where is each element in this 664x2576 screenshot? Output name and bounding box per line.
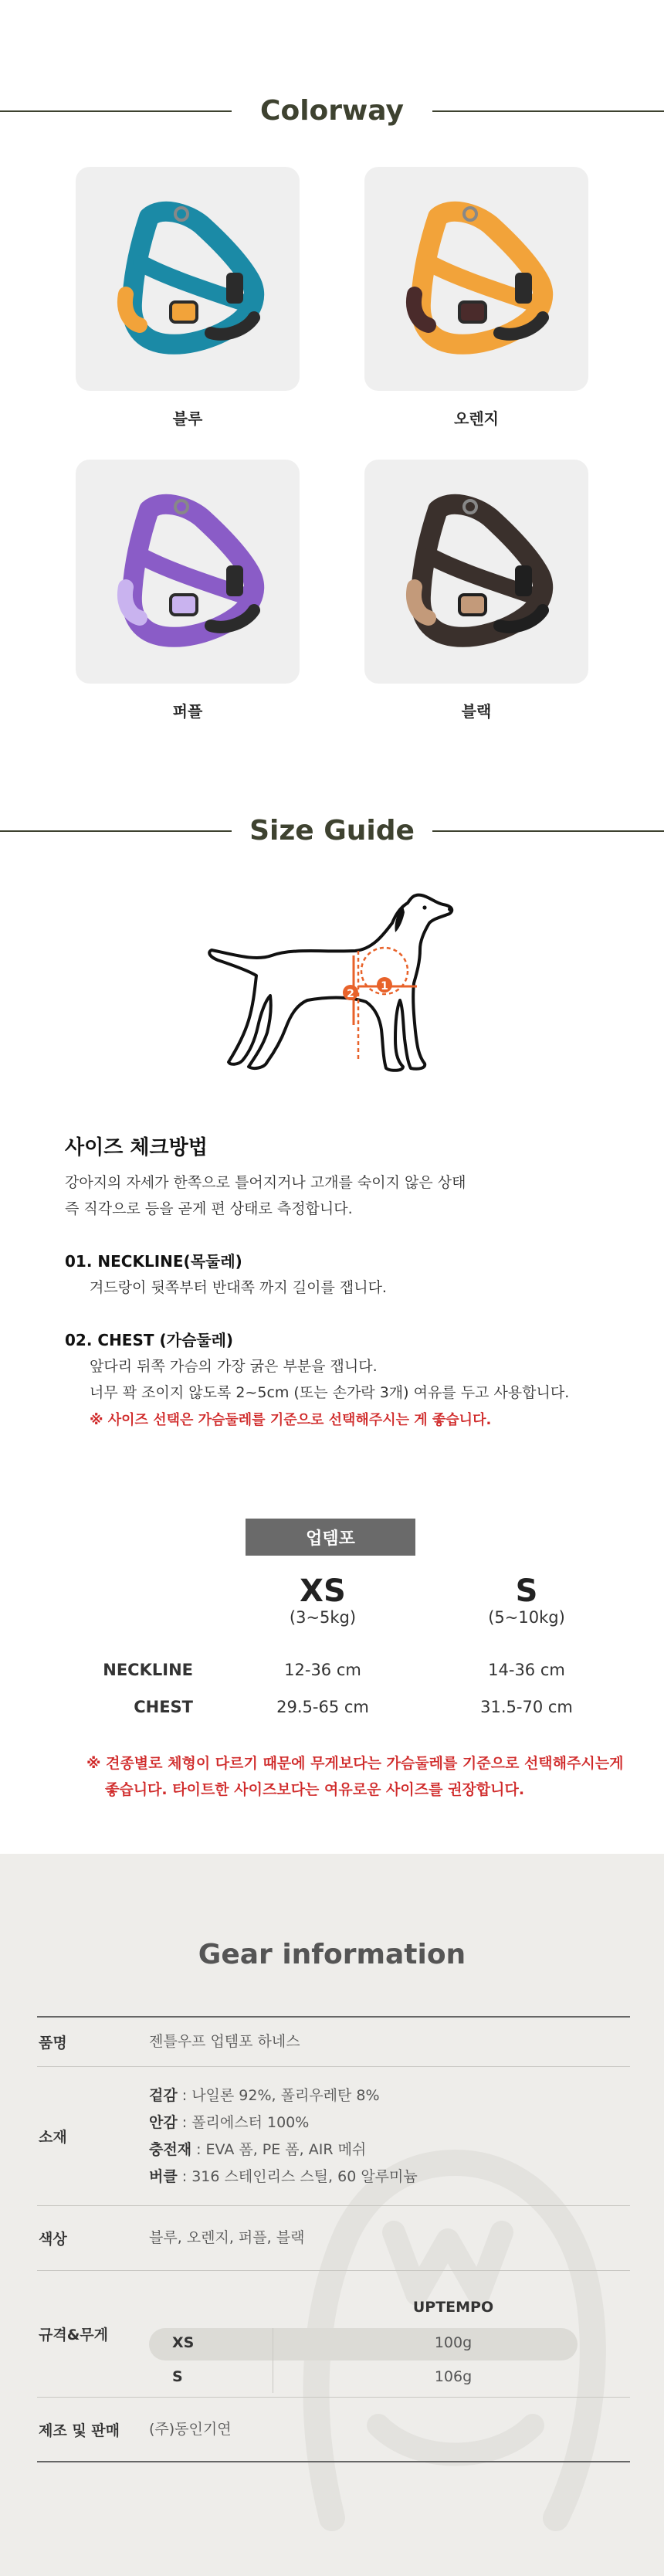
spec-grid <box>149 2280 630 2388</box>
gear-row-color <box>37 2206 630 2271</box>
dog-illustration <box>201 892 463 1085</box>
s-neckline-value: 14-36 cm <box>488 1661 565 1679</box>
spec-size-xs: XS <box>172 2333 195 2351</box>
colorway-item <box>76 167 300 429</box>
size-guide-title: Size Guide <box>232 815 432 847</box>
measure-howto <box>0 1132 664 1434</box>
gear-key: 품명 <box>39 2035 67 2052</box>
gear-key: 제조 및 판매 <box>39 2422 120 2439</box>
size-guide-header <box>0 803 664 857</box>
spec-container <box>149 2280 630 2388</box>
size-s-label: S <box>515 1573 538 1609</box>
gear-key: 규격&무게 <box>39 2327 108 2344</box>
chest-row-label: CHEST <box>134 1698 193 1716</box>
spec-head: UPTEMPO <box>412 2298 494 2316</box>
xs-neckline-value: 12-36 cm <box>284 1661 361 1679</box>
size-xs-label: XS <box>300 1573 346 1609</box>
harness-image <box>364 460 588 684</box>
gear-value-material <box>149 2082 630 2191</box>
gear-row-material <box>37 2067 630 2206</box>
divider-line <box>0 110 232 112</box>
gear-row-name <box>37 2018 630 2067</box>
neckline-desc: 겨드랑이 뒷쪽부터 반대쪽 까지 길이를 잽니다. <box>90 1279 387 1296</box>
colorway-section <box>0 0 664 803</box>
material-value: : EVA 폼, PE 폼, AIR 메쉬 <box>191 2140 367 2158</box>
size-table <box>0 1519 664 1843</box>
harness-icon <box>384 186 569 372</box>
size-guide-section <box>0 803 664 1854</box>
harness-image <box>76 167 300 391</box>
howto-line: 즉 직각으로 등을 곧게 편 상태로 측정합니다. <box>65 1200 353 1217</box>
spec-weight-xs: 100g <box>434 2333 473 2351</box>
colorway-label: 오렌지 <box>454 409 499 428</box>
colorway-label: 블루 <box>172 409 203 428</box>
dog-measure-illustration <box>0 892 664 1085</box>
gear-title: Gear information <box>198 1939 466 1970</box>
gear-key: 색상 <box>39 2231 67 2248</box>
gear-value: 젠틀우프 업템포 하네스 <box>149 2033 300 2050</box>
gear-row-spec <box>37 2271 630 2398</box>
colorway-label: 블랙 <box>461 702 492 721</box>
gear-info-section <box>0 1854 664 2576</box>
divider-line <box>432 830 664 832</box>
material-value: : 폴리에스터 100% <box>177 2113 310 2131</box>
product-label: 업템포 <box>246 1519 415 1556</box>
material-value: : 316 스테인리스 스틸, 60 알루미늄 <box>177 2167 418 2185</box>
marker-1: 1 <box>381 980 388 993</box>
xs-chest-value: 29.5-65 cm <box>276 1698 369 1716</box>
harness-image <box>76 460 300 684</box>
howto-line: 강아지의 자세가 한쪽으로 틀어지거나 고개를 숙이지 않은 상태 <box>65 1174 466 1191</box>
neckline-title: 01. NECKLINE(목둘레) <box>65 1252 242 1271</box>
harness-icon <box>384 479 569 664</box>
colorway-title: Colorway <box>243 95 421 127</box>
size-xs-range: (3~5kg) <box>289 1608 357 1627</box>
chest-desc: 너무 꽉 조이지 않도록 2~5cm (또는 손가락 3개) 여유를 두고 사용합니다. <box>90 1384 570 1401</box>
material-label: 버클 <box>149 2167 178 2185</box>
note-line: 좋습니다. 타이트한 사이즈보다는 여유로운 사이즈를 권장합니다. <box>105 1781 525 1798</box>
gear-value: 블루, 오렌지, 퍼플, 블랙 <box>149 2229 305 2246</box>
size-s-range: (5~10kg) <box>488 1608 565 1627</box>
gear-value: (주)동인기연 <box>149 2420 232 2438</box>
divider-line <box>432 110 664 112</box>
marker-2: 2 <box>347 988 354 1000</box>
colorway-item <box>364 460 588 721</box>
size-table-note <box>86 1750 627 1803</box>
colorway-item <box>76 460 300 721</box>
material-label: 충전재 <box>149 2140 192 2158</box>
chest-warning: ※ 사이즈 선택은 가슴둘레를 기준으로 선택해주시는 게 좋습니다. <box>90 1412 492 1428</box>
colorway-item <box>364 167 588 429</box>
material-label: 겉감 <box>149 2086 178 2104</box>
neckline-row-label: NECKLINE <box>103 1661 193 1679</box>
col-head-xs <box>246 1574 400 1627</box>
col-head-s <box>449 1574 604 1627</box>
colorway-label: 퍼플 <box>172 702 203 721</box>
harness-icon <box>95 186 280 372</box>
note-line: ※ 견종별로 체형이 다르기 때문에 무게보다는 가슴둘레를 기준으로 선택해주시는게 <box>86 1755 624 1772</box>
divider-line <box>0 830 232 832</box>
gear-row-maker <box>37 2398 630 2462</box>
colorway-grid <box>0 167 664 721</box>
spec-weight-s: 106g <box>434 2367 473 2385</box>
spec-size-s: S <box>172 2367 183 2385</box>
harness-image <box>364 167 588 391</box>
gear-info-table <box>37 2016 630 2462</box>
material-value: : 나일론 92%, 폴리우레탄 8% <box>177 2086 380 2104</box>
s-chest-value: 31.5-70 cm <box>480 1698 573 1716</box>
chest-title: 02. CHEST (가슴둘레) <box>65 1331 234 1349</box>
harness-icon <box>95 479 280 664</box>
howto-title: 사이즈 체크방법 <box>65 1136 208 1159</box>
chest-desc: 앞다리 뒤쪽 가슴의 가장 굵은 부분을 잽니다. <box>90 1358 378 1375</box>
colorway-header <box>0 83 664 137</box>
gear-key: 소재 <box>39 2129 67 2146</box>
material-label: 안감 <box>149 2113 178 2131</box>
